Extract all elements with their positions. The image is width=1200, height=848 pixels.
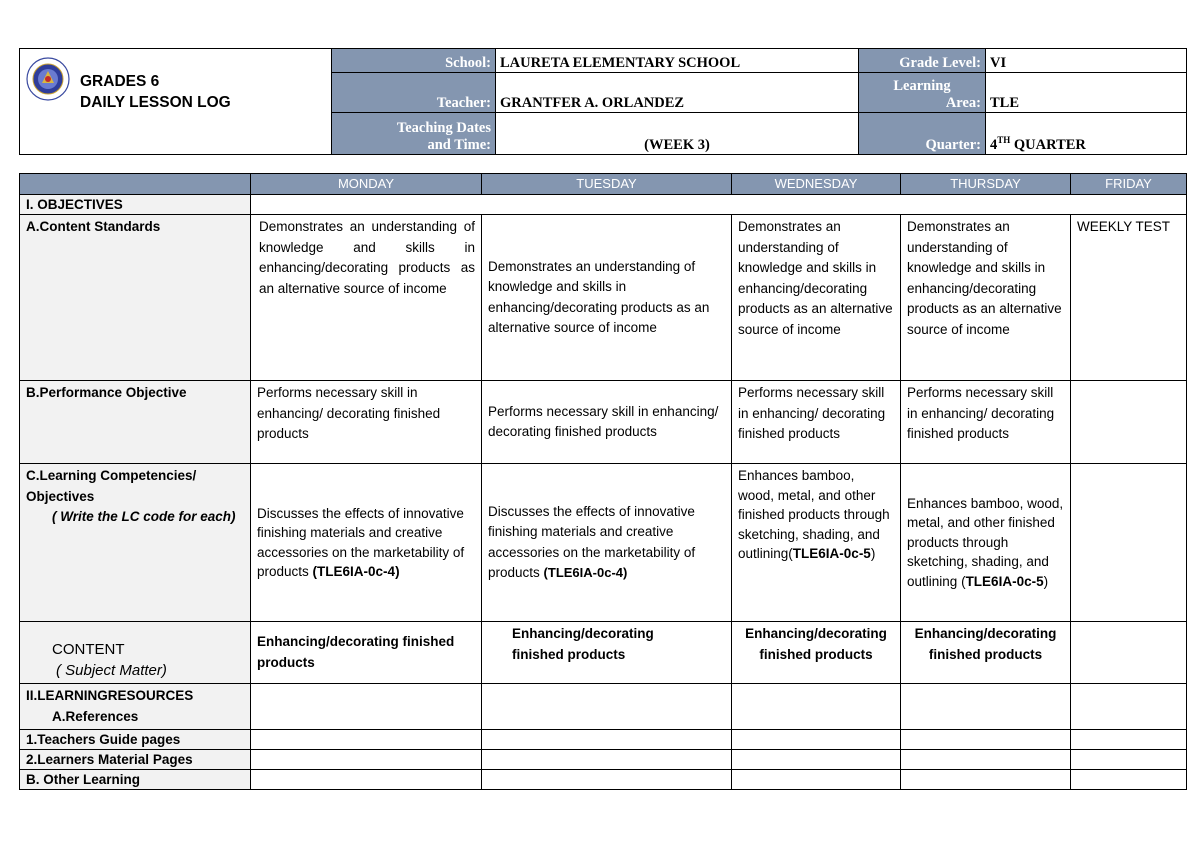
day-thursday: THURSDAY <box>901 174 1071 195</box>
references-label: A.References <box>52 708 139 724</box>
dates-label <box>332 113 496 155</box>
blank-cell <box>732 730 901 750</box>
deped-seal-icon <box>26 57 70 101</box>
blank-cell <box>1071 770 1187 790</box>
competencies-monday-code: (TLE6IA-0c-4) <box>312 564 400 579</box>
area-value: TLE <box>986 73 1187 113</box>
other-learning-row <box>20 770 1187 790</box>
school-value: LAURETA ELEMENTARY SCHOOL <box>496 49 859 73</box>
dates-label-line2: and Time: <box>427 137 491 153</box>
blank-cell <box>901 730 1071 750</box>
content-sublabel: ( Subject Matter) <box>56 661 167 679</box>
content-standards-row <box>20 215 1187 381</box>
content-label <box>20 622 251 684</box>
competencies-thursday-text: Enhances bamboo, wood, metal, and other finished products through sketching, shading, and outlining <box>907 495 1064 589</box>
performance-label: B.Performance Objective <box>20 381 251 464</box>
competencies-wednesday <box>732 464 901 622</box>
area-label-line2: Area: <box>945 95 981 111</box>
other-learning-label: B. Other Learning <box>20 770 251 790</box>
content-row <box>20 622 1187 684</box>
area-label-line1: Learning <box>893 78 951 94</box>
content-wednesday: Enhancing/decorating finished products <box>732 622 901 684</box>
header-table <box>19 48 1187 155</box>
blank-cell <box>1071 750 1187 770</box>
teacher-label: Teacher: <box>332 73 496 113</box>
day-monday: MONDAY <box>251 174 482 195</box>
content-standards-friday: WEEKLY TEST <box>1071 215 1187 381</box>
resources-wednesday <box>732 684 901 730</box>
resources-row <box>20 684 1187 730</box>
title-block <box>20 49 332 155</box>
competencies-thursday-close: ) <box>1043 573 1049 589</box>
content-standards-thursday: Demonstrates an understanding of knowledge and skills in enhancing/decorating products as an alternative source of income <box>901 215 1071 381</box>
content-standards-monday: Demonstrates an understanding of knowledge and skills in enhancing/decorating products as an alternative source of income <box>251 215 482 381</box>
blank-cell <box>251 730 482 750</box>
lesson-plan-table <box>19 173 1187 790</box>
school-label: School: <box>332 49 496 73</box>
competencies-monday-text: Discusses the effects of innovative finishing materials and creative accessories on the marketability of products <box>257 505 465 579</box>
learners-material-label: 2.Learners Material Pages <box>20 750 251 770</box>
objectives-blank <box>251 195 1187 215</box>
title-line-1: GRADES 6 <box>80 73 160 90</box>
blank-cell <box>251 750 482 770</box>
day-header-row <box>20 174 1187 195</box>
content-thursday: Enhancing/decorating finished products <box>901 622 1071 684</box>
blank-cell <box>482 730 732 750</box>
area-label <box>859 73 986 113</box>
competencies-thursday-open: ( <box>961 573 966 589</box>
performance-friday <box>1071 381 1187 464</box>
blank-cell <box>901 770 1071 790</box>
title-line-2: DAILY LESSON LOG <box>80 94 231 111</box>
performance-tuesday: Performs necessary skill in enhancing/ decorating finished products <box>482 381 732 464</box>
content-tuesday: Enhancing/decorating finished products <box>482 622 732 684</box>
performance-thursday: Performs necessary skill in enhancing/ decorating finished products <box>901 381 1071 464</box>
competencies-wednesday-code: TLE6IA-0c-5 <box>792 546 871 561</box>
day-friday: FRIDAY <box>1071 174 1187 195</box>
corner-cell <box>20 174 251 195</box>
blank-cell <box>732 770 901 790</box>
performance-wednesday: Performs necessary skill in enhancing/ decorating finished products <box>732 381 901 464</box>
competencies-title: C.Learning Competencies/ Objectives <box>26 468 197 504</box>
learners-material-row <box>20 750 1187 770</box>
content-title: CONTENT <box>52 641 125 658</box>
blank-cell <box>482 750 732 770</box>
content-standards-tuesday: Demonstrates an understanding of knowledge and skills in enhancing/decorating products as an alternative source of income <box>482 215 732 381</box>
competencies-wednesday-text: Enhances bamboo, wood, metal, and other finished products through sketching, shading, and outlining( <box>738 468 890 561</box>
competencies-tuesday-text: Discusses the effects of innovative finishing materials and creative accessories on the marketability of products <box>488 503 696 580</box>
quarter-number: 4 <box>990 137 998 153</box>
content-friday <box>1071 622 1187 684</box>
competencies-label <box>20 464 251 622</box>
resources-friday <box>1071 684 1187 730</box>
content-standards-label: A.Content Standards <box>20 215 251 381</box>
quarter-value <box>986 113 1187 155</box>
resources-monday <box>251 684 482 730</box>
competencies-friday <box>1071 464 1187 622</box>
teacher-value: GRANTFER A. ORLANDEZ <box>496 73 859 113</box>
blank-cell <box>482 770 732 790</box>
resources-label <box>20 684 251 730</box>
competencies-tuesday-code: (TLE6IA-0c-4) <box>543 565 628 580</box>
teachers-guide-row <box>20 730 1187 750</box>
blank-cell <box>251 770 482 790</box>
blank-cell <box>901 750 1071 770</box>
competencies-thursday <box>901 464 1071 622</box>
resources-tuesday <box>482 684 732 730</box>
objectives-row <box>20 195 1187 215</box>
competencies-wednesday-close: ) <box>870 546 876 561</box>
competencies-row <box>20 464 1187 622</box>
competencies-sublabel: ( Write the LC code for each) <box>52 509 236 524</box>
blank-cell <box>732 750 901 770</box>
content-monday: Enhancing/decorating finished products <box>251 622 482 684</box>
competencies-tuesday <box>482 464 732 622</box>
quarter-word: QUARTER <box>1010 137 1086 153</box>
grade-label: Grade Level: <box>859 49 986 73</box>
resources-thursday <box>901 684 1071 730</box>
resources-title: II.LEARNINGRESOURCES <box>26 688 194 703</box>
teachers-guide-label: 1.Teachers Guide pages <box>20 730 251 750</box>
day-wednesday: WEDNESDAY <box>732 174 901 195</box>
performance-monday: Performs necessary skill in enhancing/ decorating finished products <box>251 381 482 464</box>
grade-value: VI <box>986 49 1187 73</box>
blank-cell <box>1071 730 1187 750</box>
day-tuesday: TUESDAY <box>482 174 732 195</box>
performance-row <box>20 381 1187 464</box>
content-standards-wednesday: Demonstrates an understanding of knowledge and skills in enhancing/decorating products as an alternative source of income <box>732 215 901 381</box>
competencies-monday <box>251 464 482 622</box>
dates-value: (WEEK 3) <box>496 113 859 155</box>
quarter-suffix: TH <box>997 135 1011 146</box>
lesson-log-title <box>80 71 231 113</box>
dates-label-line1: Teaching Dates <box>396 120 491 136</box>
quarter-label: Quarter: <box>859 113 986 155</box>
competencies-thursday-code: TLE6IA-0c-5 <box>965 573 1044 589</box>
objectives-label: I. OBJECTIVES <box>20 195 251 215</box>
